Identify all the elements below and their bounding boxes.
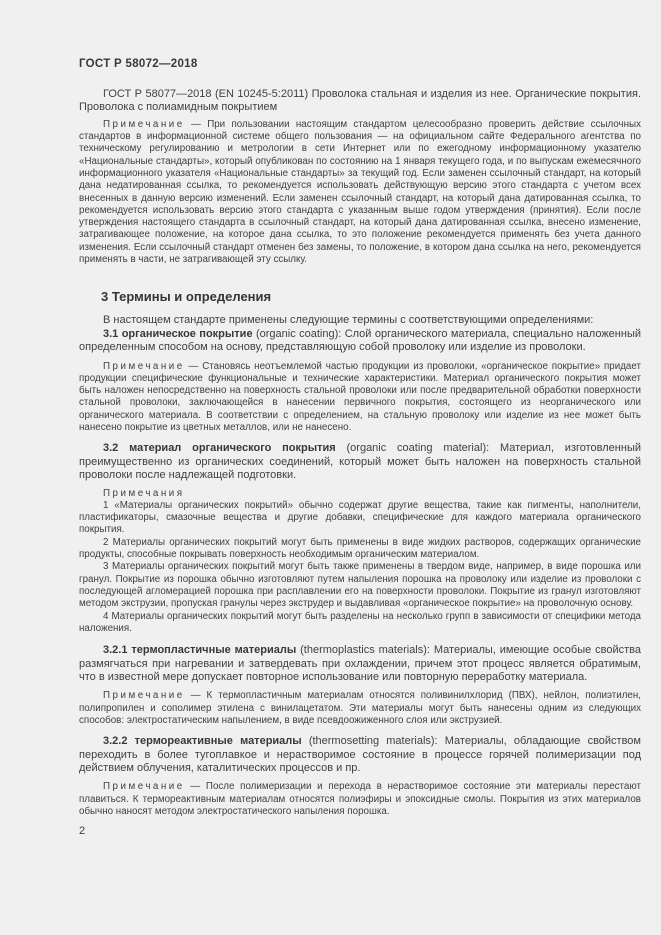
page-number: 2 xyxy=(79,825,86,838)
note-dash: — xyxy=(184,360,203,372)
term-3-2-1-lead: 3.2.1 термопластичные материалы xyxy=(103,644,297,657)
note-dash: — xyxy=(184,118,208,130)
note-label: Примечание xyxy=(103,118,185,130)
note-label: Примечание xyxy=(103,781,185,793)
note-body: К термопластичным материалам относятся поливинилхлорид (ПВХ), нейлон, полиэтилен, полипропилен и сополимер этилена с винилацетатом. Эти материалы могут быть нанесены одним из следующих способов: электростатическим напылением, в виде псевдоожиженного слоя или экструзией. xyxy=(79,690,641,726)
term-3-2-1-definition: (thermoplastics materials): Материалы, имеющие особые свойства размягчаться при нагревании и затвердевать при охлаждении, причем этот процесс является обратимым, что в известной мере допускает повторное использование или повторную переработку материала. xyxy=(79,644,641,683)
term-3-2-note-4: 4 Материалы органических покрытий могут быть разделены на несколько групп в зависимости от специфики метода наложения. xyxy=(79,610,641,634)
term-3-2-2-note xyxy=(79,781,641,818)
reference-entry: ГОСТ Р 58077—2018 (EN 10245-5:2011) Проволока стальная и изделия из нее. Органические покрытия. Проволока с полиамидным покрытием xyxy=(79,88,641,114)
term-3-2-note-1: 1 «Материалы органических покрытий» обычно содержат другие вещества, такие как пигменты, наполнители, пластификаторы, смазочные вещества и другие добавки, специфические для каждого материала органического покрытия. xyxy=(79,499,641,536)
term-3-1-definition: (organic coating): Слой органического материала, специально наложенный определенным способом на основу, представляющую собой проволоку или изделие из проволоки. xyxy=(79,327,641,354)
note-dash: — xyxy=(184,781,206,793)
term-3-1-lead: 3.1 органическое покрытие xyxy=(103,327,253,340)
notes-plural-label: Примечания xyxy=(103,487,185,499)
note-label: Примечание xyxy=(103,690,185,702)
term-3-2-note-2: 2 Материалы органических покрытий могут быть применены в виде жидких растворов, содержащих органические продукты, способные покрывать поверхность необходимым органическим материалом. xyxy=(79,536,641,561)
term-3-2-lead: 3.2 материал органического покрытия xyxy=(103,442,336,455)
term-3-2-2-definition: (thermosetting materials): Материалы, обладающие свойством переходить в более тугоплавкое и нерастворимое состояние в процессе горячей полимеризации под действием облучения, каталитических процессов и пр. xyxy=(79,735,641,775)
term-3-2-note-3: 3 Материалы органических покрытий могут быть также применены в твердом виде, например, в виде порошка или гранул. Покрытие из порошка обычно изготовляют путем напыления порошка на проволоку или изделие из проволоки с последующей агломерацией порошка при расплавлении его на поверхности проволоки. Покрытие из гранул изготовляют методом экструзии, пропуская гранулы через экструдер и выдавливая «органическое покрытие» на проволочную основу. xyxy=(79,561,641,610)
note-dash: — xyxy=(184,690,207,702)
note-body: Становясь неотъемлемой частью продукции из проволоки, «органическое покрытие» придает продукции специфические функциональные и технические характеристики. Материал органического покрытия может быть наложен непосредственно на поверхность стальной проволоки или после предварительной обработки поверхности стальной проволоки, заключающейся в нанесении первичного покрытия, состоящего из неорганического или органического материала. В соответствии с определением, на стальную проволоку или изделие из нее может быть нанесено покрытие из цветных металлов, или не нанесено. xyxy=(79,360,641,434)
term-3-2 xyxy=(79,442,641,482)
references-note xyxy=(79,119,641,267)
note-body: После полимеризации и перехода в нерастворимое состояние эти материалы перестают плавиться. К термореактивным материалам относятся полиэфиры и эпоксидные смолы. Покрытия из этих материалов обычно наносят методом электростатического напыления порошка. xyxy=(79,781,641,818)
note-body: При пользовании настоящим стандартом целесообразно проверить действие ссылочных стандартов в информационной системе общего пользования — на официальном сайте Федерального агентства по техническому регулированию и метрологии в сети Интернет или по ежегодному информационному указателю «Национальные стандарты», который опубликован по состоянию на 1 января текущего года, и по выпускам ежемесячного информационного указателя «Национальные стандарты» за текущий год. Если заменен ссылочный стандарт, на который дана недатированная ссылка, то рекомендуется использовать действующую версию этого стандарта с учетом всех внесенных в данную версию изменений. Если заменен ссылочный стандарт, на который дана датированная ссылка, то рекомендуется использовать версию этого стандарта с указанным выше годом утверждения (принятия). Если после утверждения настоящего стандарта в ссылочный стандарт, на который дана датированная ссылка, внесено изменение, затрагивающее положение, на которое дана ссылка, то это положение рекомендуется применять без учета данного изменения. Если ссылочный стандарт отменен без замены, то положение, в котором дана ссылка на него, рекомендуется применять в части, не затрагивающей эту ссылку. xyxy=(79,118,641,266)
term-3-2-1 xyxy=(79,644,641,684)
term-3-1-note xyxy=(79,361,641,435)
note-label: Примечание xyxy=(103,360,185,372)
term-3-2-2-lead: 3.2.2 термореактивные материалы xyxy=(103,735,302,748)
document-code-header: ГОСТ Р 58072—2018 xyxy=(79,58,198,70)
term-3-1 xyxy=(79,328,641,355)
term-3-2-2 xyxy=(79,735,641,775)
term-3-2-definition: (organic coating material): Материал, изготовленный преимущественно из органических соединений, который может быть наложен на поверхность стальной проволоки после надлежащей подготовки. xyxy=(79,442,642,482)
term-3-2-1-note xyxy=(79,690,641,727)
section-intro: В настоящем стандарте применены следующие термины с соответствующими определениями: xyxy=(103,314,594,327)
section-heading: 3 Термины и определения xyxy=(101,289,272,305)
